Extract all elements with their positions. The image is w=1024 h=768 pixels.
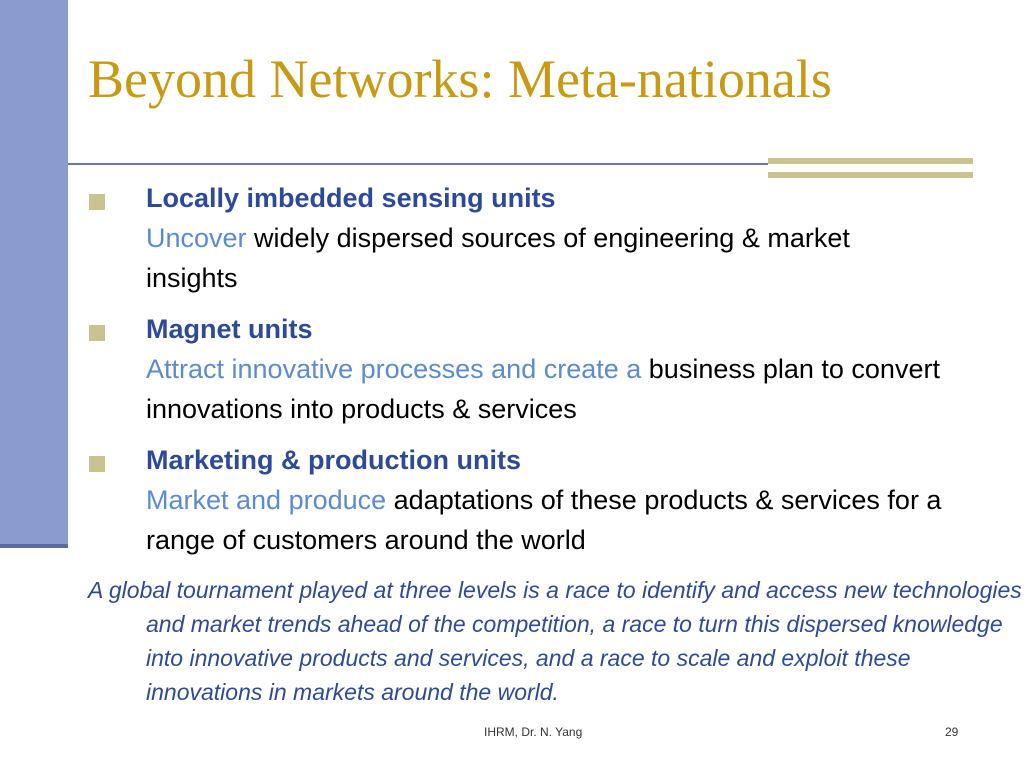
closing-paragraph: A global tournament played at three levels is a race to identify and access new technologies and market trends ahead of the competition, a race to turn this dispersed knowledge into innovative products and services, and a race to scale and exploit these innovations in markets around the world. bbox=[88, 577, 1022, 705]
page-number: 29 bbox=[945, 725, 959, 739]
bullet-lead-text: Attract innovative processes and create a bbox=[146, 354, 642, 384]
left-decorative-bar bbox=[0, 0, 68, 544]
square-bullet-icon bbox=[89, 456, 105, 472]
bullet-heading: Locally imbedded sensing units bbox=[146, 183, 556, 213]
bullet-text: adaptations of these products & services for a range of customers around the world bbox=[146, 485, 942, 555]
footer-author: IHRM, Dr. N. Yang bbox=[484, 725, 583, 739]
left-bar-edge bbox=[0, 544, 68, 548]
bullet-body bbox=[146, 309, 946, 429]
bullet-body bbox=[146, 178, 946, 298]
square-bullet-icon bbox=[89, 194, 105, 210]
bullet-body bbox=[146, 440, 946, 560]
bullet-heading: Marketing & production units bbox=[146, 445, 521, 475]
bullet-text: widely dispersed sources of engineering & market insights bbox=[146, 223, 850, 293]
slide-title: Beyond Networks: Meta-nationals bbox=[88, 49, 832, 109]
square-bullet-icon bbox=[89, 325, 105, 341]
bullet-heading: Magnet units bbox=[146, 314, 313, 344]
bullet-lead-text: Market and produce bbox=[146, 485, 387, 515]
accent-bar-upper bbox=[768, 158, 973, 164]
bullet-lead-text: Uncover bbox=[146, 223, 247, 253]
bullet-text: business plan to convert innovations into products & services bbox=[146, 354, 940, 424]
title-divider bbox=[68, 163, 768, 165]
